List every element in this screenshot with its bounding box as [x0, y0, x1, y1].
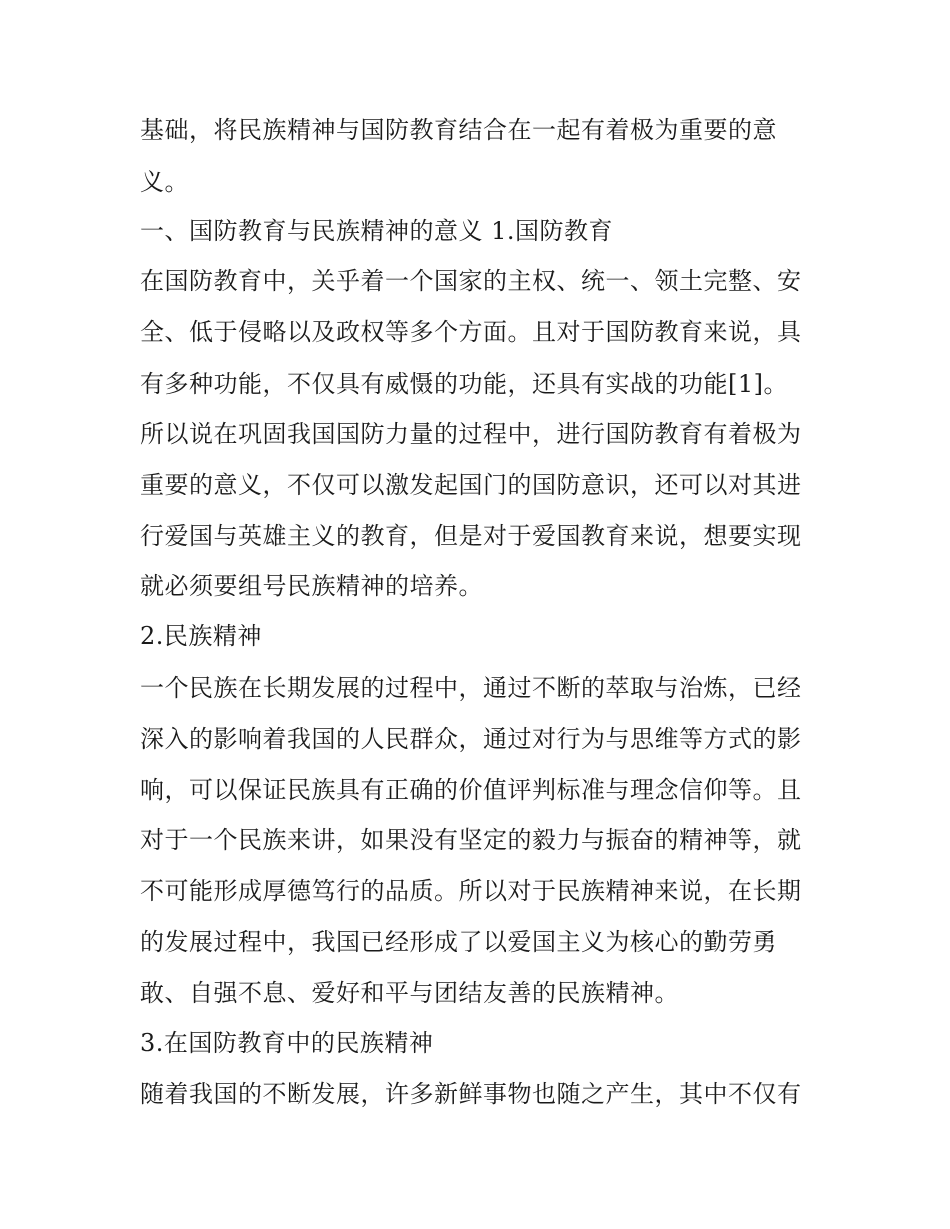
text-line: 深入的影响着我国的人民群众，通过对行为与思维等方式的影 — [140, 725, 802, 753]
text-line: 全、低于侵略以及政权等多个方面。且对于国防教育来说，具 — [140, 318, 802, 346]
text-line: 随着我国的不断发展，许多新鲜事物也随之产生，其中不仅有 — [140, 1080, 802, 1108]
text-line: 的发展过程中，我国已经形成了以爱国主义为核心的勤劳勇 — [140, 928, 777, 956]
text-line: 基础，将民族精神与国防教育结合在一起有着极为重要的意 — [140, 116, 777, 144]
text-line: 在国防教育中，关乎着一个国家的主权、统一、领土完整、安 — [140, 267, 802, 295]
text-line: 对于一个民族来讲，如果没有坚定的毅力与振奋的精神等，就 — [140, 826, 802, 854]
text-line: 响，可以保证民族具有正确的价值评判标准与理念信仰等。且 — [140, 776, 802, 804]
text-line: 义。 — [140, 168, 189, 196]
text-line: 所以说在巩固我国国防力量的过程中，进行国防教育有着极为 — [140, 420, 802, 448]
section-heading: 2.民族精神 — [140, 622, 262, 650]
section-heading: 一、国防教育与民族精神的意义 1.国防教育 — [140, 217, 614, 245]
text-line: 有多种功能，不仅具有威慑的功能，还具有实战的功能[1]。 — [140, 370, 788, 398]
text-line: 重要的意义，不仅可以激发起国门的国防意识，还可以对其进 — [140, 471, 802, 499]
text-line: 不可能形成厚德笃行的品质。所以对于民族精神来说，在长期 — [140, 877, 802, 905]
text-line: 一个民族在长期发展的过程中，通过不断的萃取与治炼，已经 — [140, 674, 802, 702]
text-line: 敢、自强不息、爱好和平与团结友善的民族精神。 — [140, 979, 679, 1007]
text-line: 就必须要组号民族精神的培养。 — [140, 572, 483, 600]
text-line: 行爱国与英雄主义的教育，但是对于爱国教育来说，想要实现 — [140, 522, 802, 550]
section-heading: 3.在国防教育中的民族精神 — [140, 1029, 434, 1057]
